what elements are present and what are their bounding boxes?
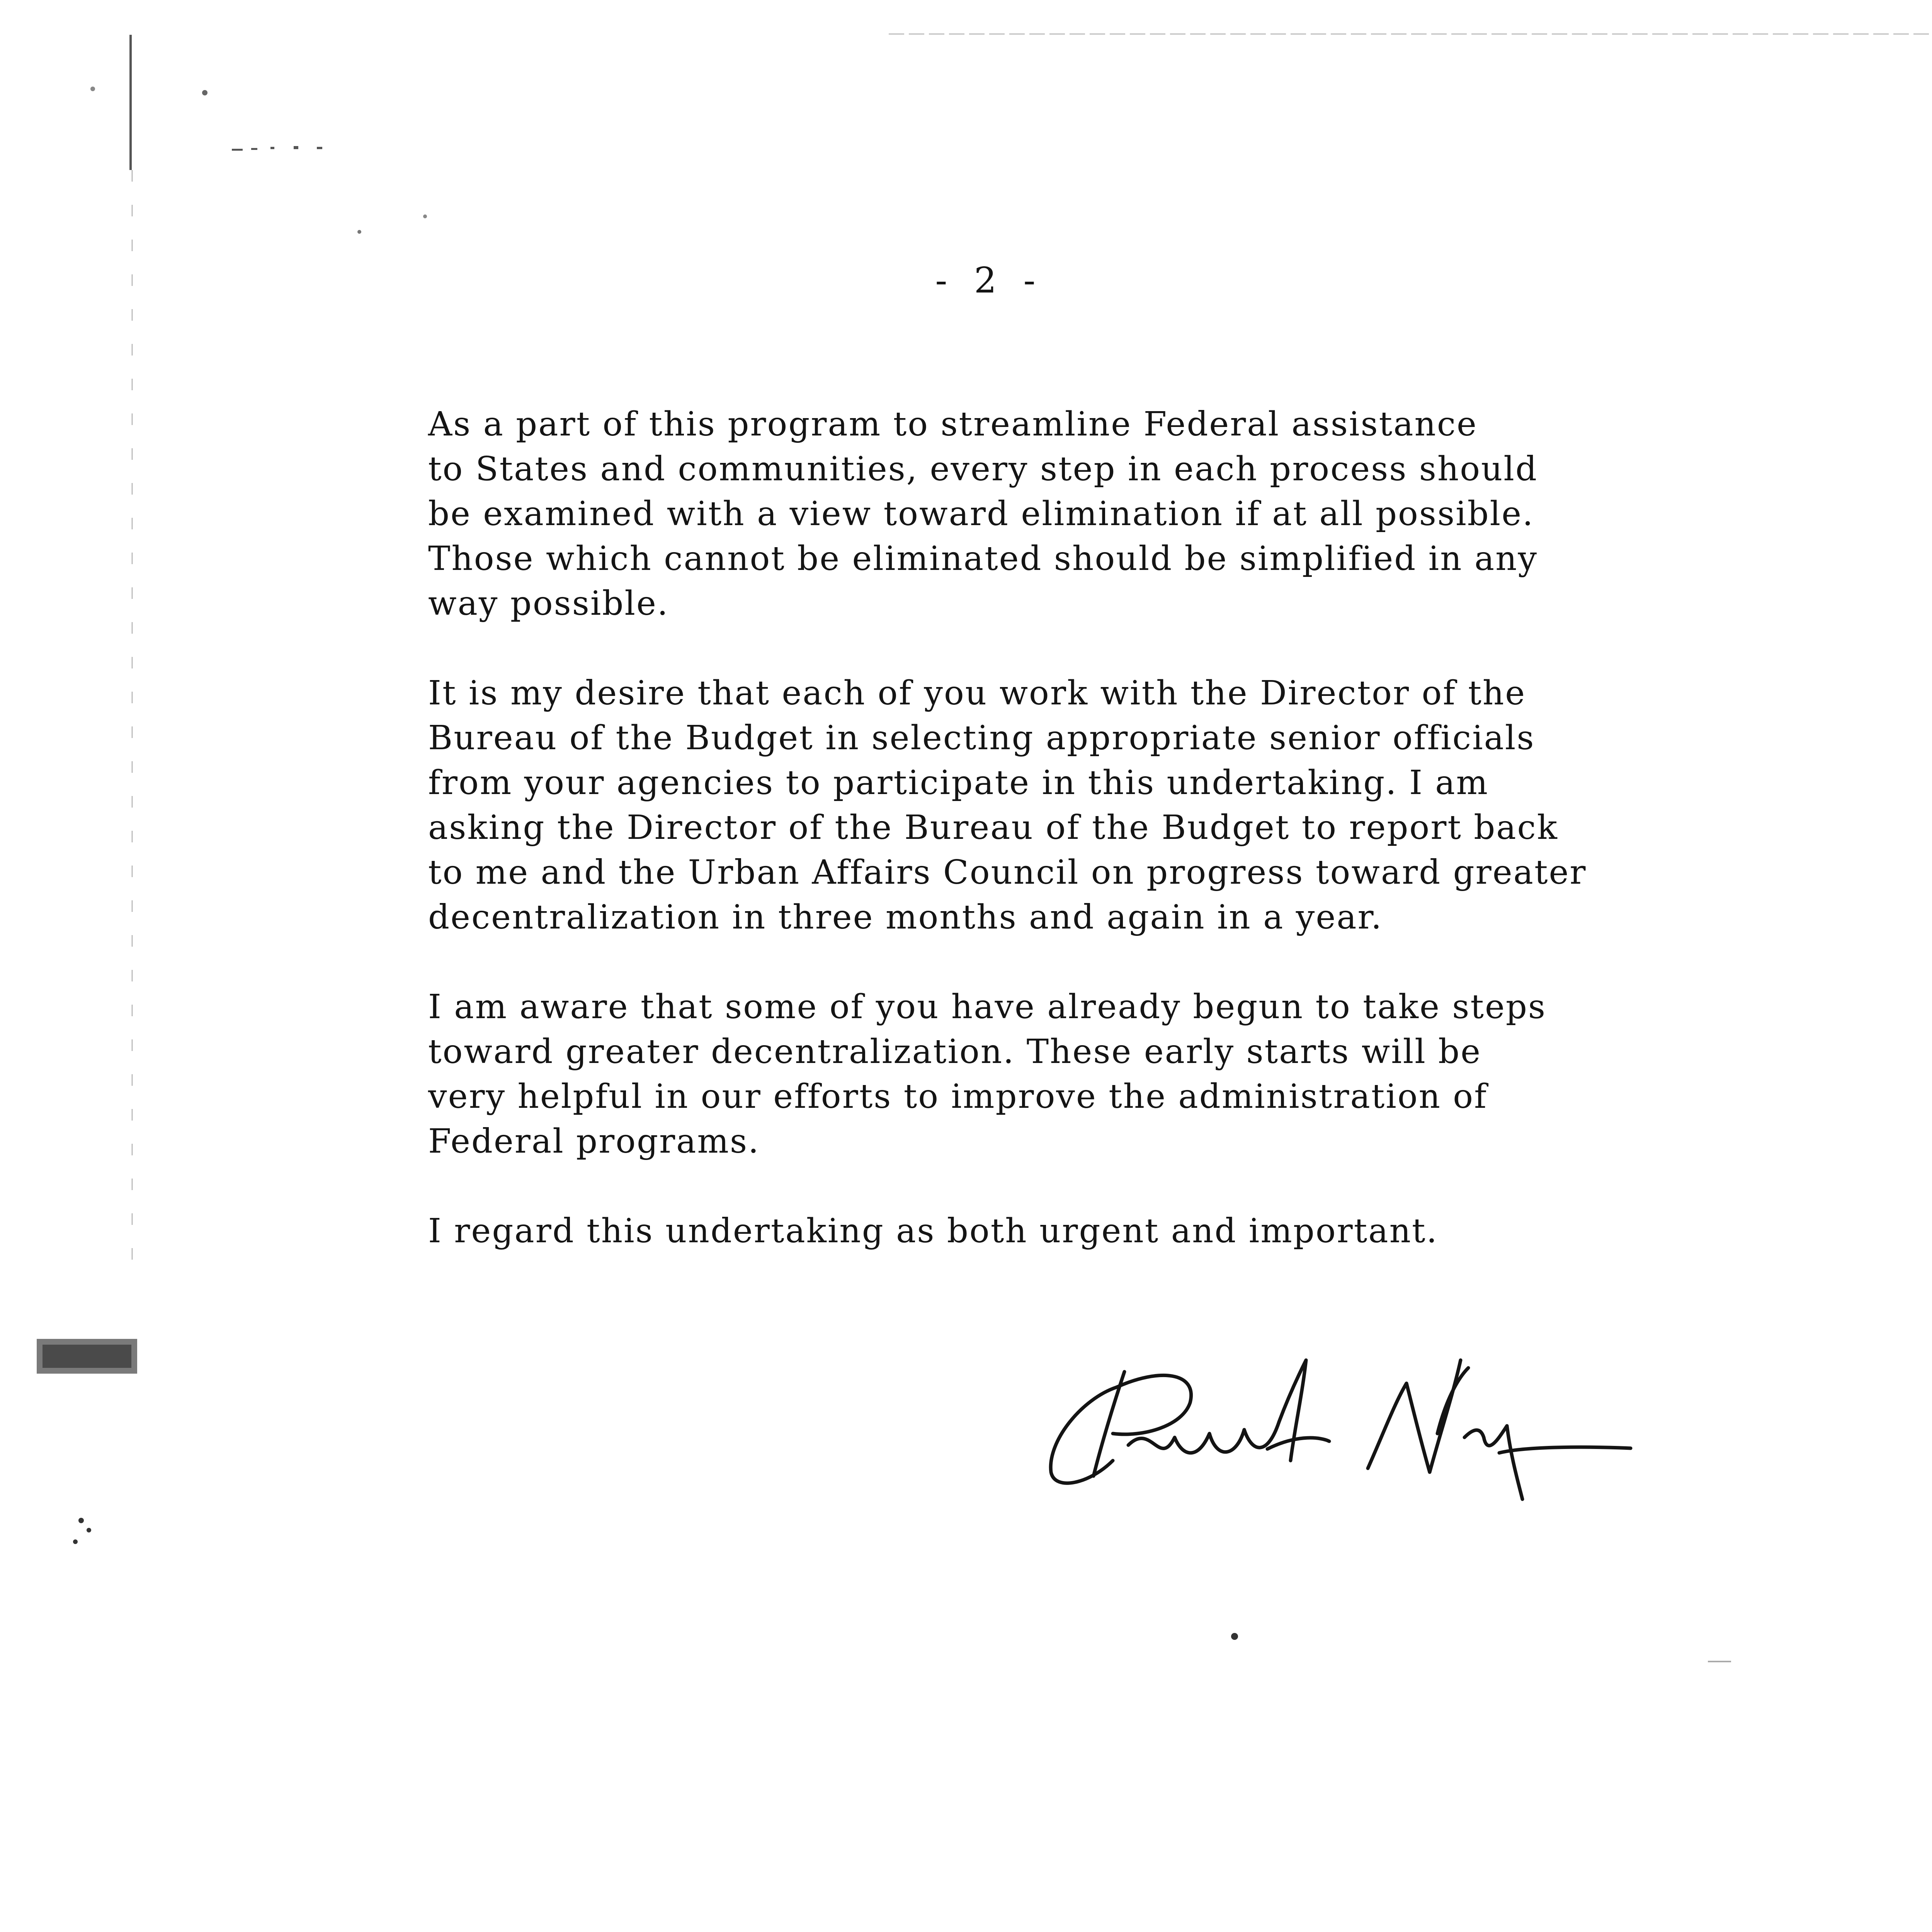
- paragraph-streamline: As a part of this program to streamline Federal assistance to States and communities, every step in each process should be examined with a view toward elimination if at all possible. Those which cannot be eliminated should be simplified in any way possible.: [428, 405, 1538, 623]
- letter-body: [428, 402, 1734, 1298]
- speck: [90, 87, 95, 91]
- paragraph-director: It is my desire that each of you work with the Director of the Bureau of the Budget in selecting appropriate senior officials from your agencies to participate in this undertaking. I am asking the Director of the Bureau of the Budget to report back to me and the Urban Affairs Council on progress toward greater decentralization in three months and again in a year.: [428, 674, 1587, 937]
- dash-specks: [232, 146, 322, 151]
- margin-smudge: [37, 1339, 137, 1374]
- speck: [423, 214, 427, 218]
- speck: [73, 1539, 78, 1544]
- speck: [78, 1518, 84, 1523]
- handwritten-signature: [1036, 1345, 1638, 1507]
- speck: [357, 230, 361, 234]
- margin-smudge-core: [43, 1345, 131, 1368]
- paragraph-decentralization: I am aware that some of you have already begun to take steps toward greater decentralization. These early starts will be very helpful in our efforts to improve the administration of Federal programs.: [428, 988, 1547, 1161]
- page-number: - 2 -: [935, 260, 1043, 301]
- paragraph-closing: I regard this undertaking as both urgent and important.: [428, 1212, 1438, 1250]
- speck: [87, 1528, 91, 1532]
- speck: [202, 90, 207, 95]
- speck: [1231, 1633, 1238, 1640]
